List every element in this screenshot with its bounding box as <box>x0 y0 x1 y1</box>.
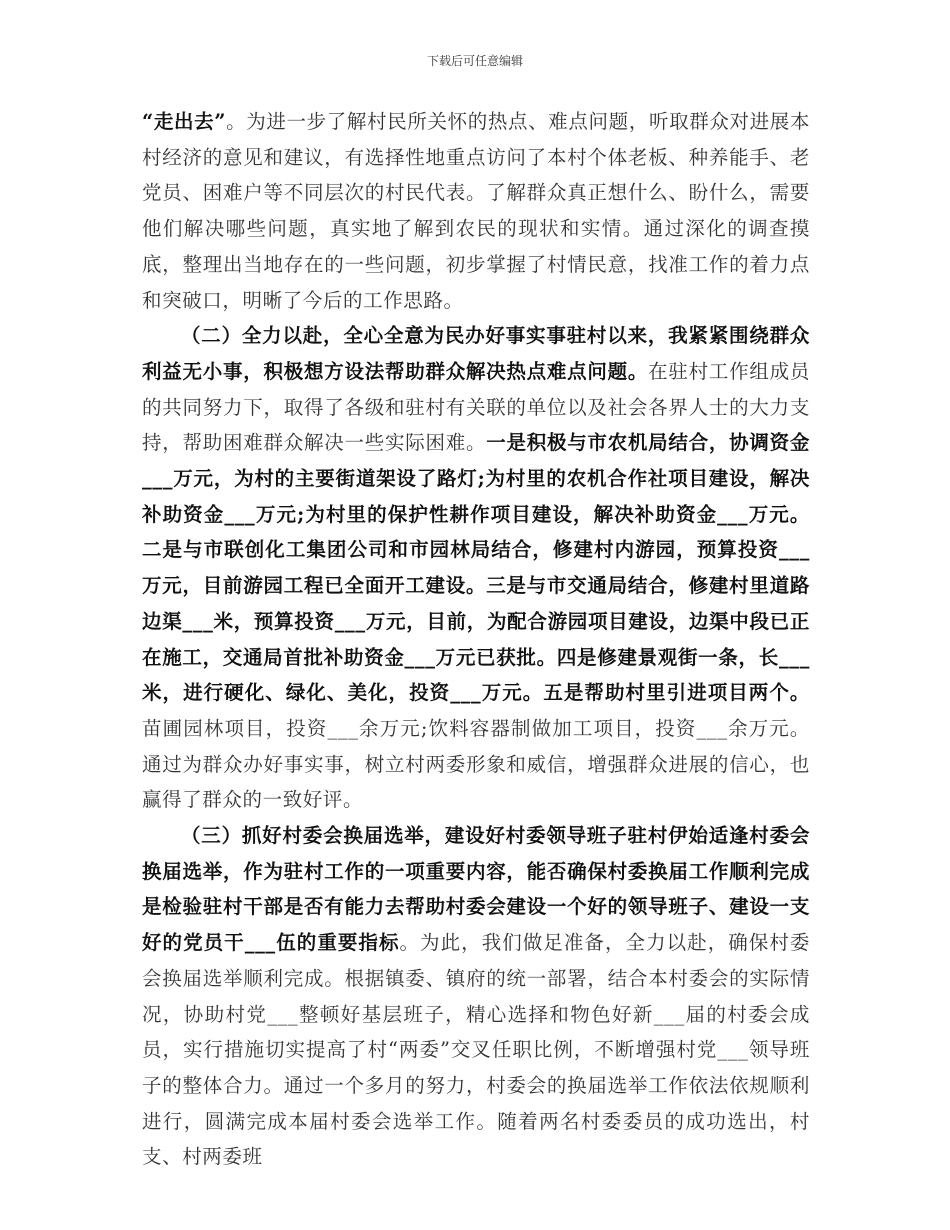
text-segment: 在驻村工作组成员的共同努力下，取得了各级和驻村有关联的单位以及社会各界人士的大力支持，帮助困难群众解决一些实际困难。 <box>142 359 810 455</box>
text-segment: 苗圃园林项目，投资___余万元;饮料容器制做加工项目，投资___余万元。通过为群众办好事实事，树立村两委形象和威信，增强群众进展的信心，也赢得了群众的一致好评。 <box>142 716 810 812</box>
text-segment: “走出去” <box>142 110 227 133</box>
text-segment: 。为进一步了解村民所关怀的热点、难点问题，听取群众对进展本村经济的意见和建议，有选择性地重点访问了本村个体老板、种养能手、老党员、困难户等不同层次的村民代表。了解群众真正想什么、盼什么，需要他们解决哪些问题，真实地了解到农民的现状和实情。通过深化的调查摸底，整理出当地存在的一些问题，初步掌握了村情民意，找准工作的着力点和突破口，明晰了今后的工作思路。 <box>142 110 810 312</box>
section-heading: （三）抓好村委会换届选举，建设好村委领导班子驻村伊始适逢村委会换届选举，作为驻村工作的一项重要内容，能否确保村委换届工作顺利完成是检验驻村干部是否有能力去帮助村委会建设一个好的领导班子、建设一支好的党员干___伍的重要指标 <box>142 824 810 955</box>
paragraph-2 <box>142 318 810 818</box>
text-segment: 一是积极与市农机局结合，协调资金___万元，为村的主要街道架设了路灯;为村里的农机合作社项目建设，解决补助资金___万元;为村里的保护性耕作项目建设，解决补助资金___万元。二是与市联创化工集团公司和市园林局结合，修建村内游园，预算投资___万元，目前游园工程已全面开工建设。三是与市交通局结合，修建村里道路边渠___米，预算投资___万元，目前，为配合游园项目建设，边渠中段已正在施工，交通局首批补助资金___万元已获批。四是修建景观街一条，长___米，进行硬化、绿化、美化，投资___万元。五是帮助村里引进项目两个。 <box>142 431 811 705</box>
text-segment: 。为此，我们做足准备，全力以赴，确保村委会换届选举顺利完成。根据镇委、镇府的统一部署，结合本村委会的实际情况，协助村党___整顿好基层班子，精心选择和物色好新___届的村委会成员，实行措施切实提高了村“两委”交叉任职比例，不断增强村党___领导班子的整体合力。通过一个多月的努力，村委会的换届选举工作依法依规顺利进行，圆满完成本届村委会选举工作。随着两名村委委员的成功选出，村支、村两委班 <box>142 931 810 1169</box>
document-body <box>142 104 810 1175</box>
paragraph-1 <box>142 104 810 318</box>
paragraph-3 <box>142 818 810 1175</box>
page-header-note: 下载后可任意编辑 <box>426 54 523 68</box>
section-heading: （二）全力以赴，全心全意为民办好事实事驻村以来，我紧紧围绕群众利益无小事，积极想方设法帮助群众解决热点难点问题。 <box>142 324 810 383</box>
